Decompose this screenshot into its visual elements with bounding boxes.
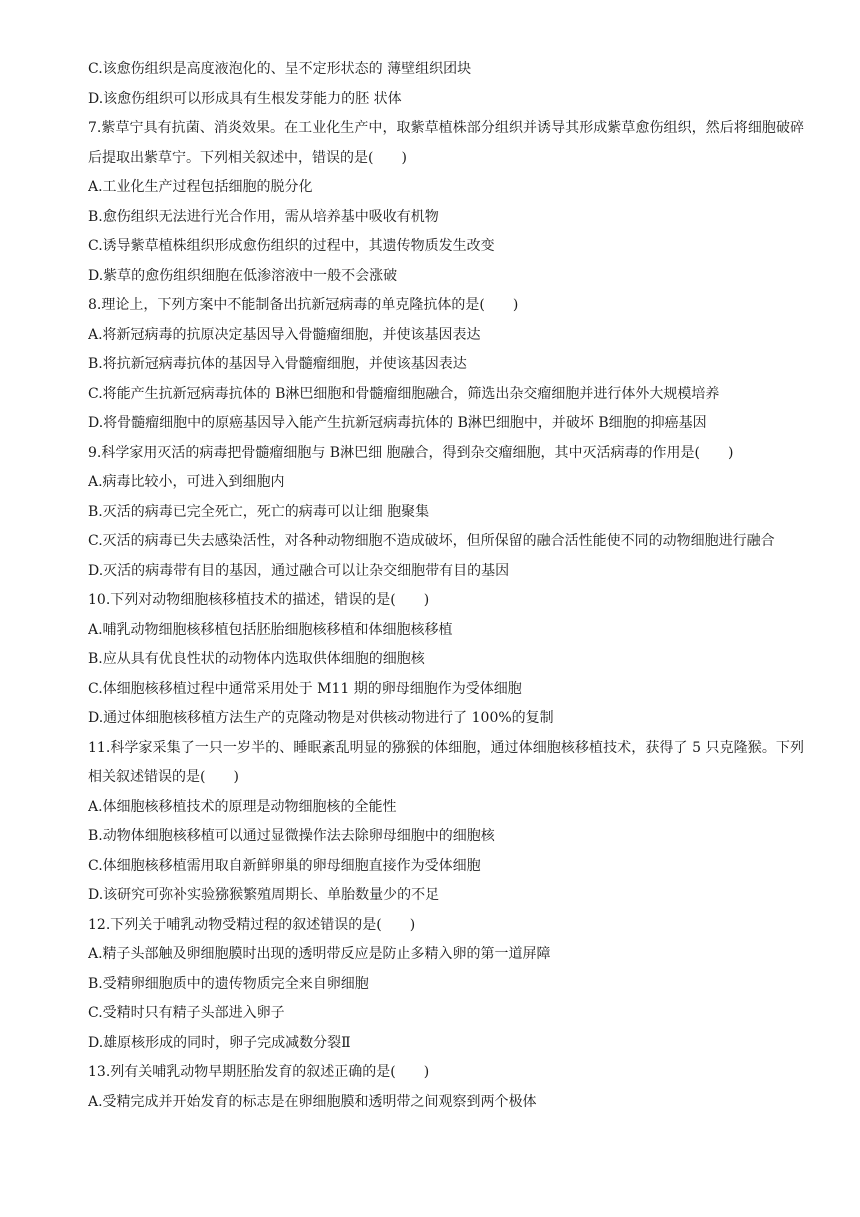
option-text: B.受精卵细胞质中的遗传物质完全来自卵细胞 xyxy=(88,975,369,992)
option-text: A.体细胞核移植技术的原理是动物细胞核的全能性 xyxy=(88,798,397,815)
option-text: A.精子头部触及卵细胞膜时出现的透明带反应是防止多精入卵的第一道屏障 xyxy=(88,946,551,962)
option-text: A.哺乳动物细胞核移植包括胚胎细胞核移植和体细胞核移植 xyxy=(88,621,453,638)
question-text: 10.下列对动物细胞核移植技术的描述，错误的是( ) xyxy=(88,592,430,608)
option-text: D.通过体细胞核移植方法生产的克隆动物是对供核动物进行了 100%的复制 xyxy=(88,710,554,726)
option-text: D.雄原核形成的同时，卵子完成减数分裂Ⅱ xyxy=(88,1034,351,1051)
option-text: C.该愈伤组织是高度液泡化的、呈不定形状态的 薄壁组织团块 xyxy=(88,61,472,77)
option-text: B.将抗新冠病毒抗体的基因导入骨髓瘤细胞，并使该基因表达 xyxy=(88,356,467,372)
option-text: D.紫草的愈伤组织细胞在低渗溶液中一般不会涨破 xyxy=(88,267,398,284)
option-text: C.受精时只有精子头部进入卵子 xyxy=(88,1005,285,1021)
option-text: D.将骨髓瘤细胞中的原癌基因导入能产生抗新冠病毒抗体的 B淋巴细胞中，并破坏 B细胞的抑癌基因 xyxy=(88,415,707,431)
option-text: C.诱导紫草植株组织形成愈伤组织的过程中，其遗传物质发生改变 xyxy=(88,238,495,254)
option-text: D.灭活的病毒带有目的基因，通过融合可以让杂交细胞带有目的基因 xyxy=(88,562,510,579)
option-text: D.该愈伤组织可以形成具有生根发芽能力的胚 状体 xyxy=(88,90,402,107)
option-text: D.该研究可弥补实验猕猴繁殖周期长、单胎数量少的不足 xyxy=(88,887,440,903)
option-text: A.将新冠病毒的抗原决定基因导入骨髓瘤细胞，并使该基因表达 xyxy=(88,326,481,343)
option-text: B.动物体细胞核移植可以通过显微操作法去除卵母细胞中的细胞核 xyxy=(88,828,495,844)
question-text: 11.科学家采集了一只一岁半的、睡眠紊乱明显的猕猴的体细胞，通过体细胞核移植技术，获得了 5 只克隆猴。下列相关叙述错误的是( ) xyxy=(88,739,804,785)
option-text: A.工业化生产过程包括细胞的脱分化 xyxy=(88,179,313,195)
document-page xyxy=(88,55,804,1117)
option-text: A.病毒比较小，可进入到细胞内 xyxy=(88,474,285,490)
option-text: C.灭活的病毒已失去感染活性，对各种动物细胞不造成破坏，但所保留的融合活性能使不同的动物细胞进行融合 xyxy=(88,533,775,549)
option-text: C.体细胞核移植过程中通常采用处于 M11 期的卵母细胞作为受体细胞 xyxy=(88,680,522,697)
question-text: 12.下列关于哺乳动物受精过程的叙述错误的是( ) xyxy=(88,916,416,933)
option-text: B.愈伤组织无法进行光合作用，需从培养基中吸收有机物 xyxy=(88,208,439,225)
question-text: 9.科学家用灭活的病毒把骨髓瘤细胞与 B淋巴细 胞融合，得到杂交瘤细胞，其中灭活病毒的作用是( ) xyxy=(88,444,734,461)
question-text: 7.紫草宁具有抗菌、消炎效果。在工业化生产中，取紫草植株部分组织并诱导其形成紫草愈伤组织，然后将细胞破碎后提取出紫草宁。下列相关叙述中，错误的是( ) xyxy=(88,120,804,166)
option-text: A.受精完成并开始发育的标志是在卵细胞膜和透明带之间观察到两个极体 xyxy=(88,1093,537,1110)
question-text: 13.列有关哺乳动物早期胚胎发育的叙述正确的是( ) xyxy=(88,1064,430,1080)
option-text: B.灭活的病毒已完全死亡，死亡的病毒可以让细 胞聚集 xyxy=(88,503,430,520)
question-text: 8.理论上，下列方案中不能制备出抗新冠病毒的单克隆抗体的是( ) xyxy=(88,297,519,313)
option-text: C.将能产生抗新冠病毒抗体的 B淋巴细胞和骨髓瘤细胞融合，筛选出杂交瘤细胞并进行体外大规模培养 xyxy=(88,385,720,402)
option-text: B.应从具有优良性状的动物体内选取供体细胞的细胞核 xyxy=(88,651,425,667)
option-text: C.体细胞核移植需用取自新鲜卵巢的卵母细胞直接作为受体细胞 xyxy=(88,857,481,874)
